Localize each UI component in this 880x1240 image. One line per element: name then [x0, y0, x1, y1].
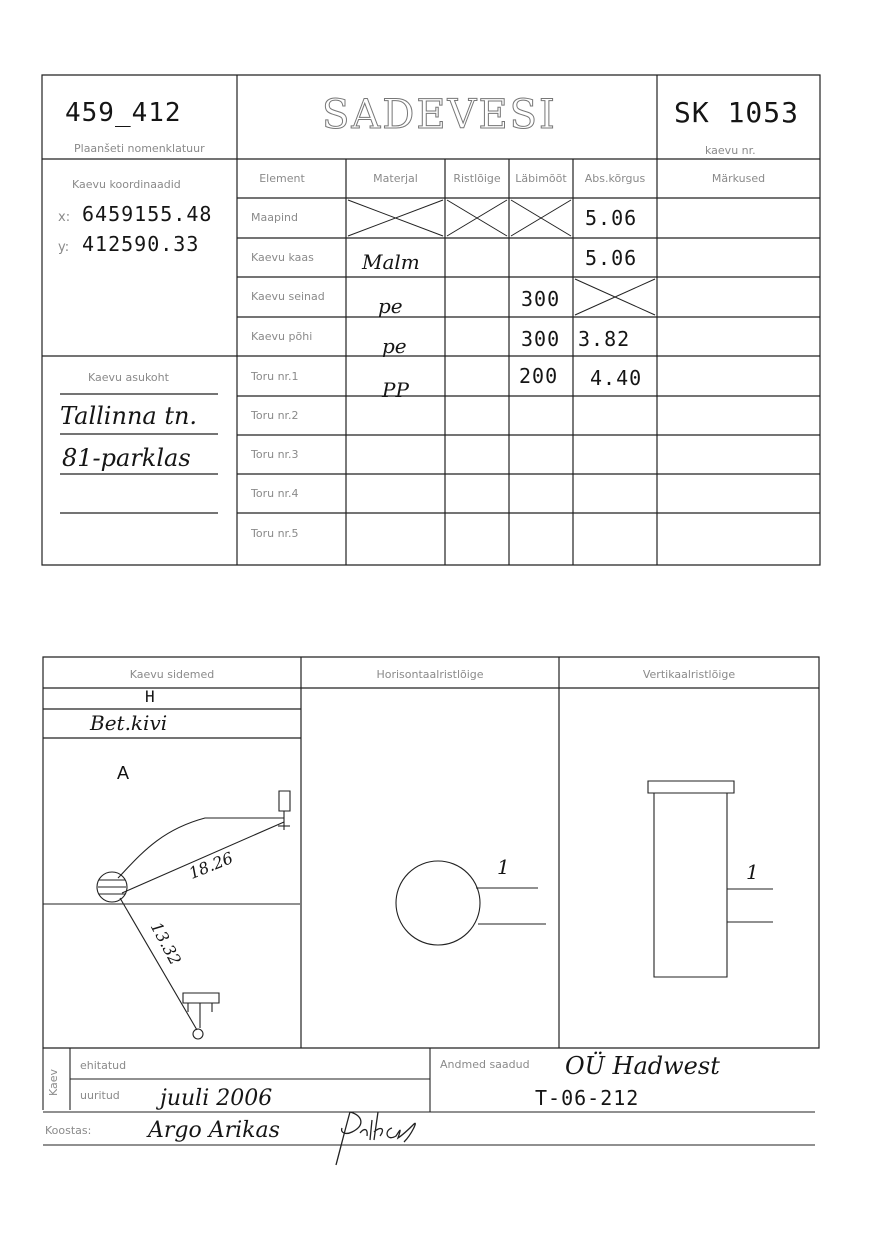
well-number-label: kaevu nr.: [705, 144, 756, 157]
pipe-label-horizontal: 1: [497, 855, 510, 879]
col-header-abs-height: Abs.kõrgus: [584, 172, 646, 185]
row-material: pe: [378, 294, 403, 318]
row-diameter: 300: [521, 287, 561, 311]
ties-row1-value: H: [145, 687, 156, 706]
established-label: ehitatud: [80, 1059, 127, 1072]
row-element-label: Toru nr.2: [251, 409, 299, 422]
coord-y-value: 412590.33: [82, 232, 200, 256]
row-abs-height: 3.82: [578, 327, 631, 351]
coord-x-prefix: x:: [58, 210, 71, 225]
surveyed-value: juuli 2006: [160, 1086, 273, 1111]
row-material: pe: [382, 334, 407, 358]
row-element-label: Toru nr.5: [251, 527, 299, 540]
pipe-label-vertical: 1: [746, 860, 759, 884]
row-material: Malm: [362, 250, 420, 274]
coords-label: Kaevu koordinaadid: [72, 178, 181, 191]
location-line-2: 81-parklas: [62, 444, 191, 472]
row-element-label: Toru nr.1: [251, 370, 299, 383]
coord-x-value: 6459155.48: [82, 202, 213, 226]
well-number-value: SK 1053: [674, 96, 800, 129]
col-header-diameter: Läbimõõt: [515, 172, 567, 185]
row-abs-height: 4.40: [590, 366, 643, 390]
nomenclature-value: 459_412: [65, 98, 182, 128]
col-header-element: Element: [259, 172, 305, 185]
side-label-kaev: Kaev: [47, 1068, 61, 1097]
point-label: A: [117, 763, 130, 783]
data-code: T-06-212: [535, 1086, 640, 1110]
data-from-label: Andmed saadud: [440, 1058, 530, 1071]
row-element-label: Toru nr.3: [251, 448, 299, 461]
compiled-value: Argo Arikas: [148, 1118, 280, 1143]
ties-row2-value: Bet.kivi: [90, 711, 168, 735]
distance-2-label: 13.32: [146, 918, 186, 969]
vertical-section-label: Vertikaalristlõige: [642, 668, 736, 681]
ties-label: Kaevu sidemed: [129, 668, 215, 681]
row-element-label: Toru nr.4: [251, 487, 299, 500]
row-material: PP: [382, 378, 409, 402]
row-element-label: Maapind: [251, 211, 298, 224]
row-diameter: 300: [521, 327, 561, 351]
data-from-value: OÜ Hadwest: [565, 1052, 720, 1080]
col-header-notes: Märkused: [711, 172, 766, 185]
col-header-cross-section: Ristlõige: [453, 172, 501, 185]
col-header-material: Materjal: [373, 172, 418, 185]
coord-y-prefix: y:: [58, 240, 70, 255]
surveyed-label: uuritud: [80, 1089, 120, 1102]
distance-1-label: 18.26: [186, 848, 236, 883]
row-element-label: Kaevu põhi: [251, 330, 313, 343]
row-diameter: 200: [519, 364, 559, 388]
row-element-label: Kaevu seinad: [251, 290, 325, 303]
row-element-label: Kaevu kaas: [251, 251, 314, 264]
horizontal-section-label: Horisontaalristlõige: [376, 668, 484, 681]
compiled-label: Koostas:: [45, 1124, 92, 1137]
nomenclature-label: Plaanšeti nomenklatuur: [74, 142, 205, 155]
location-label: Kaevu asukoht: [88, 371, 169, 384]
row-abs-height: 5.06: [585, 246, 638, 270]
location-line-1: Tallinna tn.: [60, 402, 198, 430]
form-title: SADEVESI: [322, 92, 557, 138]
row-abs-height: 5.06: [585, 206, 638, 230]
